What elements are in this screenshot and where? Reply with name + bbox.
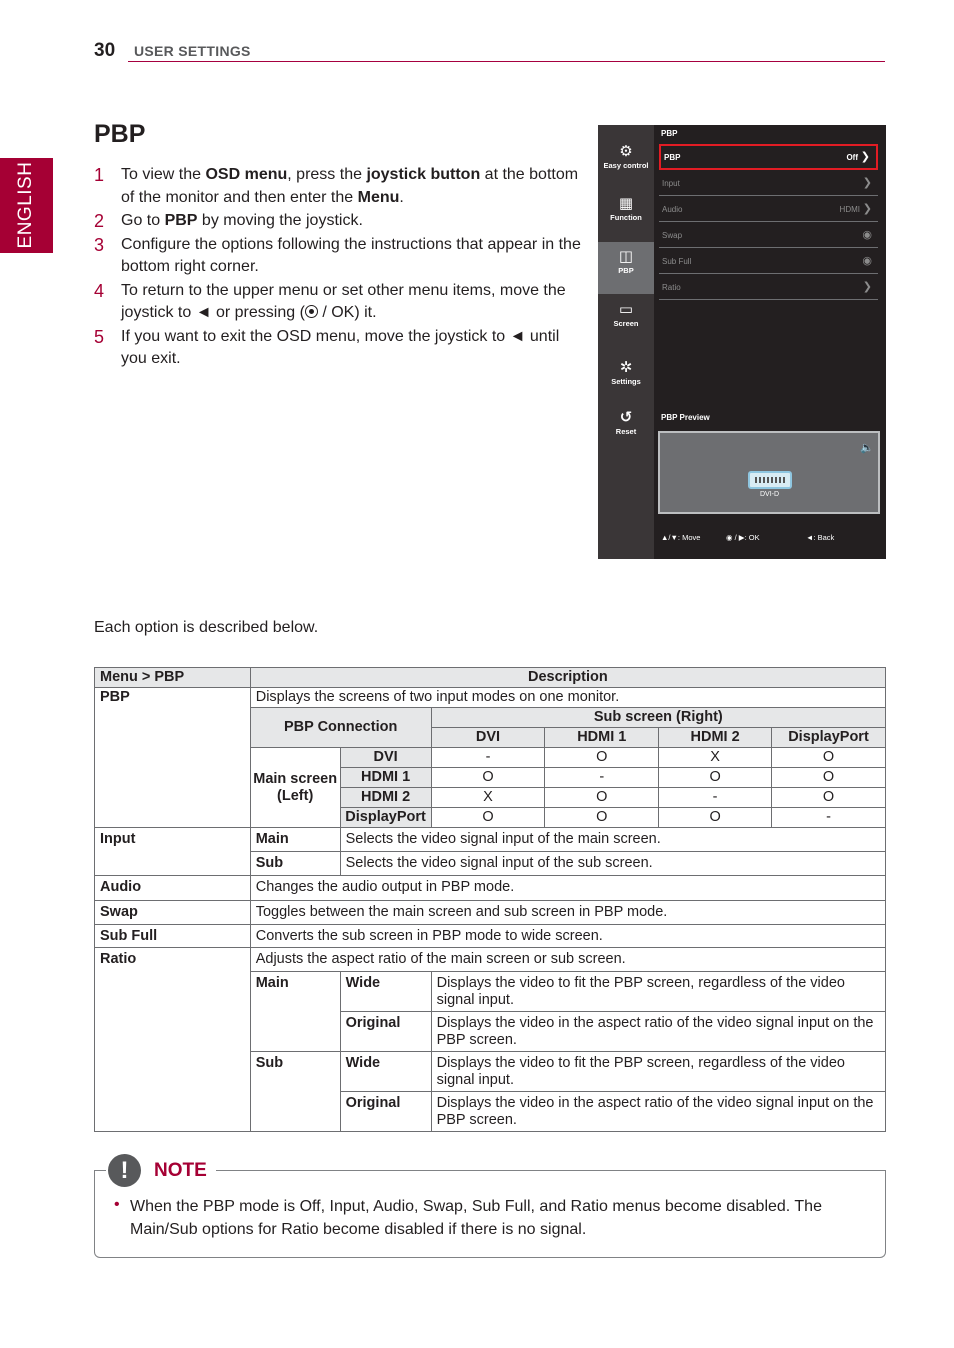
chevron-right-icon: ❯ [862, 203, 872, 215]
sidebar-item-label: Function [610, 213, 642, 222]
step-list [94, 164, 584, 372]
row-option: Wide [340, 972, 431, 1012]
row-desc: Selects the video signal input of the main screen. [340, 828, 885, 852]
sidebar-item-settings[interactable] [598, 353, 654, 405]
easy-control-icon: ⚙ [619, 143, 633, 160]
function-icon: ▦ [618, 195, 634, 212]
row-desc: Adjusts the aspect ratio of the main screen or sub screen. [250, 948, 885, 972]
table-cell: - [545, 768, 659, 788]
page-title: PBP [94, 120, 146, 148]
sub-screen-header: Sub screen (Right) [431, 708, 885, 728]
table-row [95, 876, 886, 901]
step-text: Configure the options following the instructions that appear in the bottom right corner. [121, 235, 581, 275]
column-header: HDMI 2 [659, 728, 772, 748]
sidebar-item-label: Screen [613, 319, 639, 328]
option-table [94, 667, 886, 1132]
table-cell: O [431, 808, 545, 828]
port-label: DVI-D [760, 491, 780, 498]
row-label: Sub Full [95, 925, 251, 948]
row-option: Original [340, 1092, 431, 1132]
step-text: If you want to exit the OSD menu, move the joystick to ◄ until you exit. [121, 327, 560, 367]
radio-icon: ◉ [862, 255, 872, 267]
column-header: DVI [431, 728, 545, 748]
osd-row-swap[interactable] [659, 222, 878, 248]
reset-icon: ↺ [619, 409, 633, 426]
row-desc: Displays the video to fit the PBP screen, regardless of the video signal input. [431, 972, 885, 1012]
table-cell: O [772, 788, 886, 808]
step-text: To view the [121, 166, 206, 183]
sidebar-item-function[interactable] [598, 189, 654, 241]
step-number: 3 [94, 234, 105, 255]
language-label: ENGLISH [15, 161, 36, 249]
note-rule [94, 1170, 106, 1171]
radio-icon: ◉ [862, 229, 872, 241]
step-emphasis: joystick button [366, 166, 481, 183]
footer-move-hint: ▲/▼: Move [661, 533, 701, 542]
row-option: Original [340, 1012, 431, 1052]
note-text: When the PBP mode is Off, Input, Audio, Swap, Sub Full, and Ratio menus become disabled. The Main/Sub options for Ratio become disabled if there is no signal. [130, 1198, 822, 1238]
pbp-icon: ◫ [618, 248, 634, 265]
sidebar-item-label: Settings [611, 377, 641, 386]
osd-row-sub-full[interactable] [659, 248, 878, 274]
column-header: Menu > PBP [95, 668, 251, 688]
row-sublabel: Sub [250, 1052, 340, 1132]
osd-row-ratio[interactable] [659, 274, 878, 300]
osd-row-audio[interactable] [659, 196, 878, 222]
joystick-button-icon [305, 305, 318, 318]
sidebar-item-reset[interactable] [598, 403, 654, 455]
step-1 [94, 164, 584, 209]
table-cell: - [659, 788, 772, 808]
table-cell: X [431, 788, 545, 808]
step-emphasis: PBP [164, 212, 198, 229]
step-5 [94, 326, 584, 371]
row-header: DisplayPort [340, 808, 431, 828]
row-option: Wide [340, 1052, 431, 1092]
step-4 [94, 280, 584, 325]
row-label: Audio [95, 876, 251, 901]
step-text: by moving the joystick. [197, 212, 363, 229]
row-label: PBP [95, 688, 251, 828]
table-row [95, 688, 886, 708]
osd-row-value: Off [846, 153, 858, 162]
table-cell: - [772, 808, 886, 828]
column-header: DisplayPort [772, 728, 886, 748]
language-tab [0, 158, 53, 253]
step-emphasis: OSD menu [205, 166, 288, 183]
sidebar-item-label: Reset [615, 427, 637, 436]
step-text: at the bottom of the monitor and then enter the [121, 166, 579, 206]
connection-header: PBP Connection [250, 708, 431, 748]
column-header: HDMI 1 [545, 728, 659, 748]
osd-row-label: Sub Full [662, 257, 692, 266]
row-desc: Selects the video signal input of the sub screen. [340, 852, 885, 876]
table-cell: O [431, 768, 545, 788]
table-header-row [95, 668, 886, 688]
row-desc: Displays the video in the aspect ratio of the video signal input on the PBP screen. [431, 1012, 885, 1052]
osd-screenshot [598, 125, 886, 559]
row-header: HDMI 2 [340, 788, 431, 808]
row-desc: Toggles between the main screen and sub screen in PBP mode. [250, 901, 885, 925]
step-number: 4 [94, 280, 105, 301]
step-number: 1 [94, 165, 105, 185]
osd-row-input[interactable] [659, 170, 878, 196]
osd-row-label: Input [662, 179, 680, 188]
step-2 [94, 210, 584, 233]
osd-menu-title: PBP [661, 129, 678, 138]
pbp-preview-label: PBP Preview [661, 413, 710, 422]
step-3 [94, 234, 584, 279]
settings-icon: ✲ [619, 359, 633, 376]
step-text: . [399, 188, 404, 206]
table-cell: O [545, 808, 659, 828]
table-cell: O [545, 788, 659, 808]
sidebar-item-label: PBP [618, 266, 634, 275]
table-row [95, 948, 886, 972]
step-text: To return to the upper menu or set other menu items, move the joystick to ◄ or pressing ( [121, 281, 566, 321]
row-desc: Displays the video in the aspect ratio of the video signal input on the PBP screen. [431, 1092, 885, 1132]
main-screen-header: Main screen (Left) [250, 748, 340, 828]
row-header: HDMI 1 [340, 768, 431, 788]
page-number: 30 [94, 40, 116, 61]
row-label: Input [95, 828, 251, 876]
row-label: Ratio [95, 948, 251, 1132]
osd-row-pbp[interactable] [659, 144, 878, 170]
sidebar-item-easy-control[interactable] [598, 137, 654, 189]
speaker-icon: 🔈 [860, 442, 874, 454]
exclamation-icon: ! [108, 1154, 141, 1187]
note-rule [216, 1170, 886, 1171]
row-sublabel: Sub [250, 852, 340, 876]
table-cell: O [659, 808, 772, 828]
table-row [95, 901, 886, 925]
sidebar-item-screen[interactable] [598, 295, 654, 347]
osd-row-label: Ratio [662, 283, 681, 292]
table-cell: O [545, 748, 659, 768]
osd-row-label: PBP [664, 153, 681, 162]
osd-menu-panel [656, 125, 886, 559]
sidebar-item-label: Easy control [603, 161, 649, 170]
step-emphasis: Menu [357, 188, 400, 206]
note-title: NOTE [154, 1160, 207, 1181]
table-cell: - [431, 748, 545, 768]
footer-ok-hint: ◉ / ▶: OK [726, 533, 760, 542]
row-desc: Displays the screens of two input modes on one monitor. [250, 688, 885, 708]
column-header: Description [250, 668, 885, 688]
pbp-preview [658, 431, 880, 514]
table-row [95, 925, 886, 948]
table-row [95, 828, 886, 852]
header-rule [128, 61, 885, 62]
table-cell: O [659, 768, 772, 788]
step-number: 5 [94, 326, 105, 347]
chevron-right-icon: ❯ [862, 177, 872, 189]
osd-row-label: Swap [662, 231, 683, 240]
row-sublabel: Main [250, 972, 340, 1052]
chevron-right-icon: ❯ [862, 281, 872, 293]
footer-back-hint: ◄: Back [806, 533, 835, 542]
osd-sidebar [598, 125, 654, 559]
step-text: / OK) it. [317, 304, 377, 321]
row-desc: Converts the sub screen in PBP mode to wide screen. [250, 925, 885, 948]
table-cell: O [772, 768, 886, 788]
chevron-right-icon: ❯ [860, 151, 870, 163]
bullet-icon: • [114, 1196, 120, 1213]
row-header: DVI [340, 748, 431, 768]
description-intro: Each option is described below. [94, 619, 319, 636]
row-desc: Displays the video to fit the PBP screen, regardless of the video signal input. [431, 1052, 885, 1092]
sidebar-item-pbp[interactable] [598, 242, 654, 294]
osd-row-value: HDMI [839, 205, 860, 214]
step-text: , press the [287, 166, 367, 183]
section-title: USER SETTINGS [134, 43, 251, 59]
row-sublabel: Main [250, 828, 340, 852]
step-text: Go to [121, 212, 165, 229]
step-number: 2 [94, 211, 105, 231]
row-label: Swap [95, 901, 251, 925]
table-cell: O [772, 748, 886, 768]
row-desc: Changes the audio output in PBP mode. [250, 876, 885, 901]
osd-row-label: Audio [662, 205, 683, 214]
dvi-port-icon [748, 471, 792, 489]
table-cell: X [659, 748, 772, 768]
screen-icon: ▭ [618, 301, 634, 318]
